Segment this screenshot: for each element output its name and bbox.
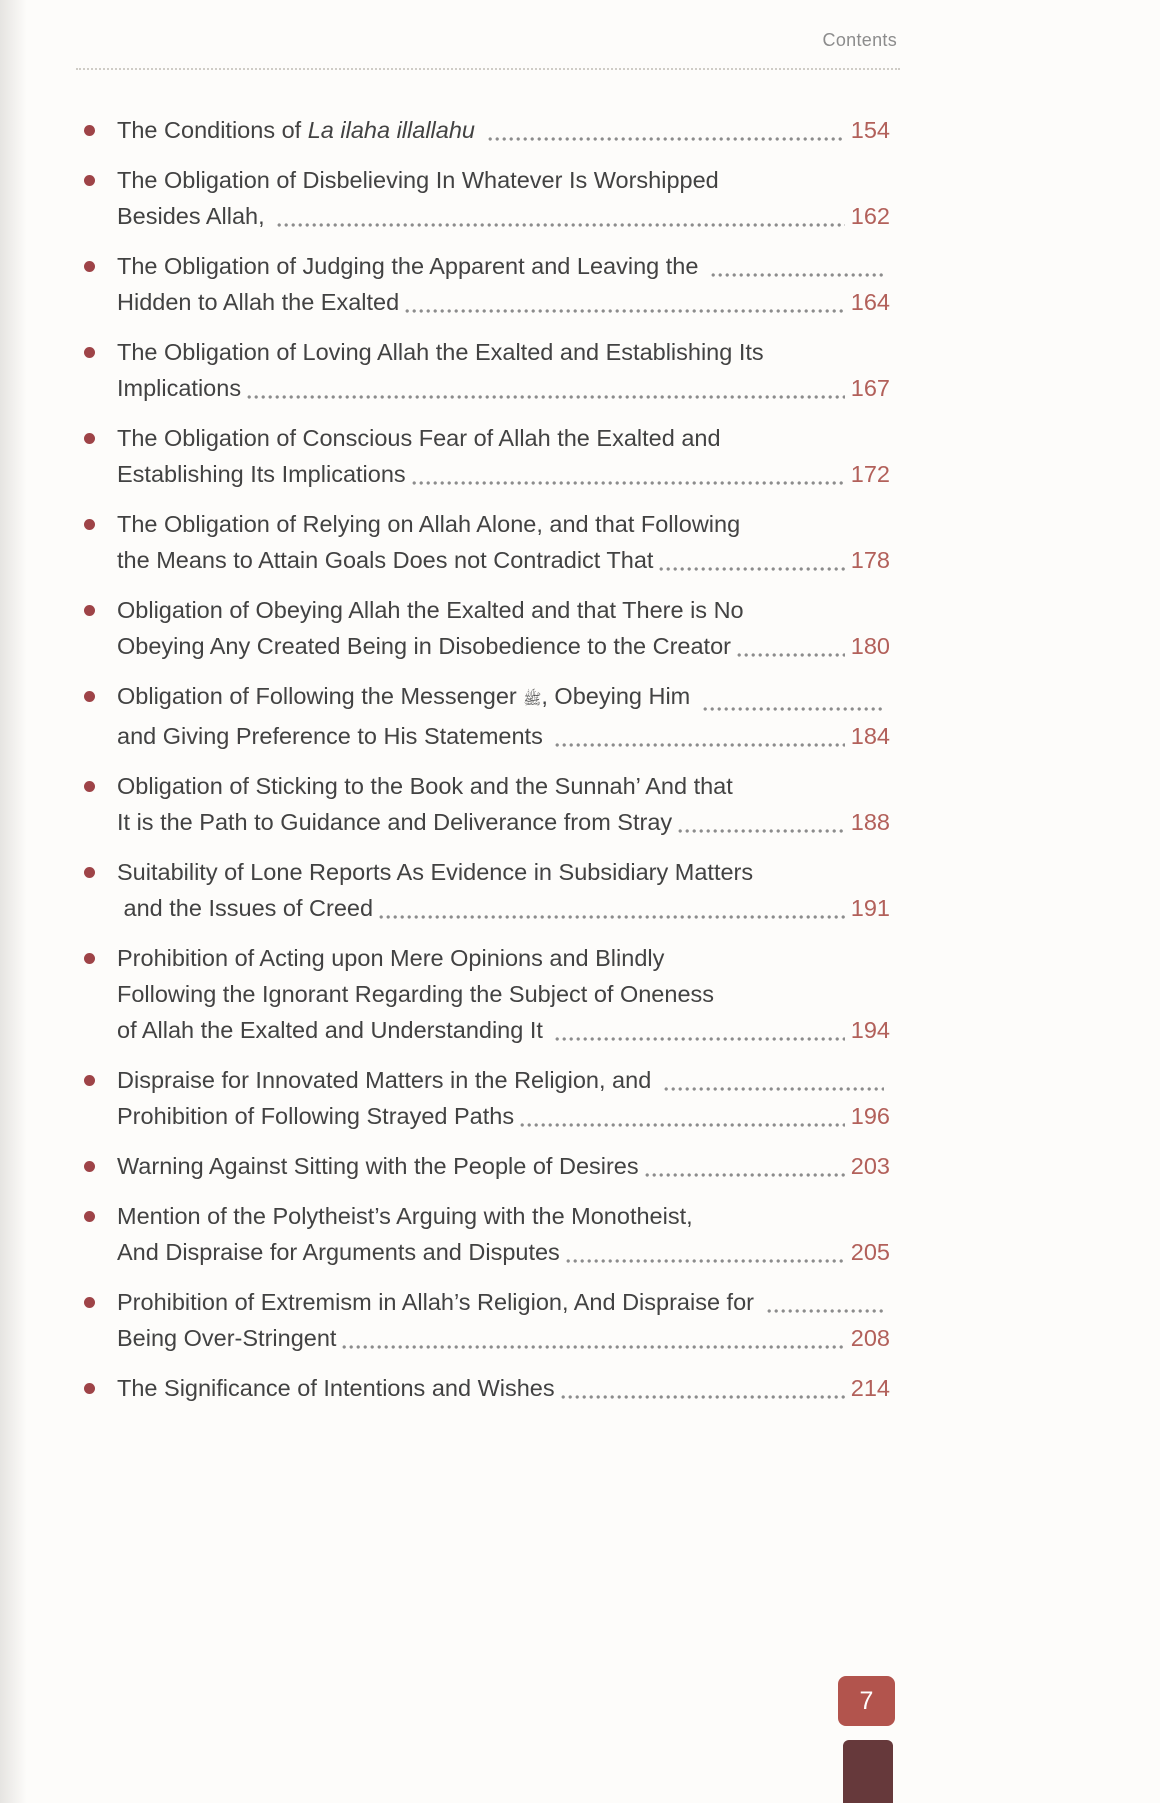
dotted-leader bbox=[342, 1344, 844, 1350]
toc-line bbox=[117, 456, 890, 492]
toc-entry-body bbox=[117, 1062, 890, 1134]
toc-page-number: 162 bbox=[850, 203, 890, 229]
bullet-icon bbox=[84, 433, 95, 444]
text-segment bbox=[475, 117, 482, 143]
toc-page-number: 208 bbox=[850, 1325, 890, 1351]
toc-entry bbox=[84, 768, 890, 840]
toc-line bbox=[117, 198, 890, 234]
toc-entry-text bbox=[117, 198, 271, 234]
toc-entry-body bbox=[117, 592, 890, 664]
toc-line bbox=[117, 768, 890, 804]
page-number: 7 bbox=[859, 1686, 874, 1715]
toc-entry bbox=[84, 506, 890, 578]
toc-entry-body bbox=[117, 768, 890, 840]
toc-line bbox=[117, 1370, 890, 1406]
toc-line bbox=[117, 1284, 890, 1320]
text-segment: Following the Ignorant Regarding the Subject of Oneness bbox=[117, 981, 715, 1007]
text-segment: The Obligation of Loving Allah the Exalted and Establishing Its bbox=[117, 339, 764, 365]
italic-phrase: La ilaha illallahu bbox=[307, 117, 475, 143]
toc-entry-text bbox=[117, 1370, 555, 1406]
bullet-icon bbox=[84, 1383, 95, 1394]
text-segment: Dispraise for Innovated Matters in the Religion, and bbox=[117, 1067, 658, 1093]
toc-page-number: 203 bbox=[850, 1153, 890, 1179]
toc-entry bbox=[84, 678, 890, 754]
text-segment: Obligation of Sticking to the Book and the Sunnah’ And that bbox=[117, 773, 733, 799]
bullet-icon bbox=[84, 691, 95, 702]
page-number-tab bbox=[838, 1676, 895, 1726]
toc-line bbox=[117, 592, 890, 628]
toc-entry-text bbox=[117, 112, 482, 148]
header-divider bbox=[76, 68, 900, 70]
toc-entry-body bbox=[117, 420, 890, 492]
toc-entry-text bbox=[117, 248, 705, 284]
toc-entry-text bbox=[117, 1098, 514, 1134]
toc-entry bbox=[84, 420, 890, 492]
bullet-icon bbox=[84, 781, 95, 792]
text-segment: Obligation of Obeying Allah the Exalted and that There is No bbox=[117, 597, 744, 623]
toc-line bbox=[117, 718, 890, 754]
toc-entry-body bbox=[117, 506, 890, 578]
toc-line bbox=[117, 1012, 890, 1048]
toc-page-number: 194 bbox=[850, 1017, 890, 1043]
toc-entry-text bbox=[117, 162, 719, 198]
dotted-leader bbox=[703, 706, 884, 712]
toc-entry-body bbox=[117, 1148, 890, 1184]
dotted-leader bbox=[659, 566, 844, 572]
bullet-icon bbox=[84, 867, 95, 878]
dotted-leader bbox=[767, 1308, 885, 1314]
toc-entry-text bbox=[117, 1234, 560, 1270]
toc-entry bbox=[84, 1284, 890, 1356]
toc-entry-text bbox=[117, 940, 664, 976]
text-segment: Implications bbox=[117, 375, 242, 401]
toc-entry-body bbox=[117, 854, 890, 926]
toc-page-number: 164 bbox=[850, 289, 890, 315]
dotted-leader bbox=[405, 308, 845, 314]
toc-page-number: 167 bbox=[850, 375, 890, 401]
text-segment: The Significance of Intentions and Wishes bbox=[117, 1375, 555, 1401]
text-segment: Warning Against Sitting with the People of Desires bbox=[117, 1153, 639, 1179]
toc-line bbox=[117, 976, 890, 1012]
toc-entry-body bbox=[117, 248, 890, 320]
dotted-leader bbox=[555, 1036, 844, 1042]
toc-page-number: 172 bbox=[850, 461, 890, 487]
dotted-leader bbox=[664, 1086, 884, 1092]
toc-line bbox=[117, 284, 890, 320]
text-segment: , Obeying Him bbox=[541, 683, 697, 709]
toc-entry-body bbox=[117, 1198, 890, 1270]
bullet-icon bbox=[84, 1161, 95, 1172]
toc-entry-text bbox=[117, 284, 399, 320]
toc-entry-text bbox=[117, 890, 373, 926]
toc-entry bbox=[84, 112, 890, 148]
toc-line bbox=[117, 542, 890, 578]
text-segment: Besides Allah, bbox=[117, 203, 272, 229]
toc-entry-text bbox=[117, 678, 697, 718]
toc-entry-text bbox=[117, 420, 721, 456]
text-segment: Suitability of Lone Reports As Evidence in Subsidiary Matters bbox=[117, 859, 754, 885]
toc-line bbox=[117, 506, 890, 542]
toc-entry-text bbox=[117, 1062, 658, 1098]
toc-page-number: 196 bbox=[850, 1103, 890, 1129]
toc-entry-text bbox=[117, 976, 714, 1012]
toc-entry-text bbox=[117, 592, 744, 628]
toc-page-number: 191 bbox=[850, 895, 890, 921]
text-segment: Obeying Any Created Being in Disobedience to the Creator bbox=[117, 633, 731, 659]
toc-page-number: 184 bbox=[850, 723, 890, 749]
bullet-icon bbox=[84, 519, 95, 530]
bullet-icon bbox=[84, 1075, 95, 1086]
toc-line bbox=[117, 1062, 890, 1098]
toc-entry-text bbox=[117, 854, 753, 890]
toc-entry-text bbox=[117, 1284, 761, 1320]
toc-entry bbox=[84, 1062, 890, 1134]
text-segment: and the Issues of Creed bbox=[117, 895, 374, 921]
text-segment: Hidden to Allah the Exalted bbox=[117, 289, 400, 315]
toc-entry-text bbox=[117, 804, 672, 840]
text-segment: Prohibition of Acting upon Mere Opinions and Blindly bbox=[117, 945, 665, 971]
toc-page-number: 188 bbox=[850, 809, 890, 835]
toc-line bbox=[117, 678, 890, 718]
text-segment: It is the Path to Guidance and Deliverance from Stray bbox=[117, 809, 673, 835]
toc-entry-text bbox=[117, 1198, 693, 1234]
toc-entry-text bbox=[117, 542, 653, 578]
text-segment: Obligation of Following the Messenger bbox=[117, 683, 524, 709]
dotted-leader bbox=[711, 272, 884, 278]
dotted-leader bbox=[520, 1122, 845, 1128]
toc-line bbox=[117, 940, 890, 976]
toc-page-number: 180 bbox=[850, 633, 890, 659]
toc-entry-body bbox=[117, 678, 890, 754]
dotted-leader bbox=[488, 136, 845, 142]
toc-page-number: 154 bbox=[850, 117, 890, 143]
toc-entry-body bbox=[117, 1284, 890, 1356]
text-segment: And Dispraise for Arguments and Disputes bbox=[117, 1239, 560, 1265]
toc-line bbox=[117, 1234, 890, 1270]
dotted-leader bbox=[561, 1394, 845, 1400]
text-segment: Prohibition of Following Strayed Paths bbox=[117, 1103, 515, 1129]
bullet-icon bbox=[84, 175, 95, 186]
next-page-tab-edge bbox=[843, 1740, 893, 1803]
text-segment: The Obligation of Disbelieving In Whatever Is Worshipped bbox=[117, 167, 719, 193]
toc-entry bbox=[84, 162, 890, 234]
dotted-leader bbox=[247, 394, 845, 400]
text-segment: Mention of the Polytheist’s Arguing with the Monotheist, bbox=[117, 1203, 693, 1229]
toc-entry bbox=[84, 1198, 890, 1270]
toc-page-number: 214 bbox=[850, 1375, 890, 1401]
dotted-leader bbox=[645, 1172, 845, 1178]
toc-entry bbox=[84, 592, 890, 664]
bullet-icon bbox=[84, 1211, 95, 1222]
page-edge-shadow bbox=[0, 0, 30, 1803]
text-segment: of Allah the Exalted and Understanding It bbox=[117, 1017, 550, 1043]
dotted-leader bbox=[379, 914, 845, 920]
dotted-leader bbox=[412, 480, 845, 486]
text-segment: and Giving Preference to His Statements bbox=[117, 723, 550, 749]
toc-entry bbox=[84, 854, 890, 926]
text-segment: the Means to Attain Goals Does not Contradict That bbox=[117, 547, 654, 573]
bullet-icon bbox=[84, 261, 95, 272]
bullet-icon bbox=[84, 605, 95, 616]
toc-line bbox=[117, 334, 890, 370]
toc-entry-body bbox=[117, 334, 890, 406]
contents-header: Contents bbox=[822, 30, 897, 50]
toc-entry-text bbox=[117, 1012, 549, 1048]
toc-line bbox=[117, 420, 890, 456]
toc-line bbox=[117, 1098, 890, 1134]
toc-line bbox=[117, 628, 890, 664]
text-segment: Prohibition of Extremism in Allah’s Religion, And Dispraise for bbox=[117, 1289, 761, 1315]
dotted-leader bbox=[737, 652, 845, 658]
toc-line bbox=[117, 112, 890, 148]
toc-line bbox=[117, 248, 890, 284]
toc-line bbox=[117, 1320, 890, 1356]
toc-page-number: 178 bbox=[850, 547, 890, 573]
toc-entry-text bbox=[117, 334, 764, 370]
text-segment: The Obligation of Relying on Allah Alone, and that Following bbox=[117, 511, 741, 537]
dotted-leader bbox=[277, 222, 845, 228]
text-segment: Establishing Its Implications bbox=[117, 461, 406, 487]
dotted-leader bbox=[555, 742, 844, 748]
toc-line bbox=[117, 162, 890, 198]
toc-entry bbox=[84, 248, 890, 320]
toc-entry bbox=[84, 334, 890, 406]
toc-line bbox=[117, 1148, 890, 1184]
toc-list bbox=[84, 112, 890, 1420]
toc-entry-body bbox=[117, 940, 890, 1048]
toc-entry-text bbox=[117, 718, 549, 754]
bullet-icon bbox=[84, 125, 95, 136]
dotted-leader bbox=[678, 828, 845, 834]
toc-entry-text bbox=[117, 456, 406, 492]
toc-entry-text bbox=[117, 370, 241, 406]
bullet-icon bbox=[84, 1297, 95, 1308]
text-segment: The Obligation of Conscious Fear of Allah the Exalted and bbox=[117, 425, 721, 451]
toc-entry-text bbox=[117, 506, 740, 542]
toc-entry-text bbox=[117, 628, 731, 664]
text-segment: The Obligation of Judging the Apparent and Leaving the bbox=[117, 253, 705, 279]
bullet-icon bbox=[84, 347, 95, 358]
dotted-leader bbox=[566, 1258, 845, 1264]
toc-entry-body bbox=[117, 112, 890, 148]
toc-line bbox=[117, 1198, 890, 1234]
toc-line bbox=[117, 804, 890, 840]
toc-entry bbox=[84, 1148, 890, 1184]
toc-entry bbox=[84, 1370, 890, 1406]
toc-entry-text bbox=[117, 768, 733, 804]
toc-entry-body bbox=[117, 1370, 890, 1406]
text-segment: Being Over-Stringent bbox=[117, 1325, 337, 1351]
text-segment: The Conditions of bbox=[117, 117, 308, 143]
toc-entry-text bbox=[117, 1320, 336, 1356]
toc-line bbox=[117, 890, 890, 926]
salawat-symbol: ﷺ bbox=[523, 691, 542, 708]
toc-line bbox=[117, 370, 890, 406]
toc-page-number: 205 bbox=[850, 1239, 890, 1265]
toc-entry bbox=[84, 940, 890, 1048]
toc-entry-text bbox=[117, 1148, 639, 1184]
toc-line bbox=[117, 854, 890, 890]
toc-entry-body bbox=[117, 162, 890, 234]
bullet-icon bbox=[84, 953, 95, 964]
